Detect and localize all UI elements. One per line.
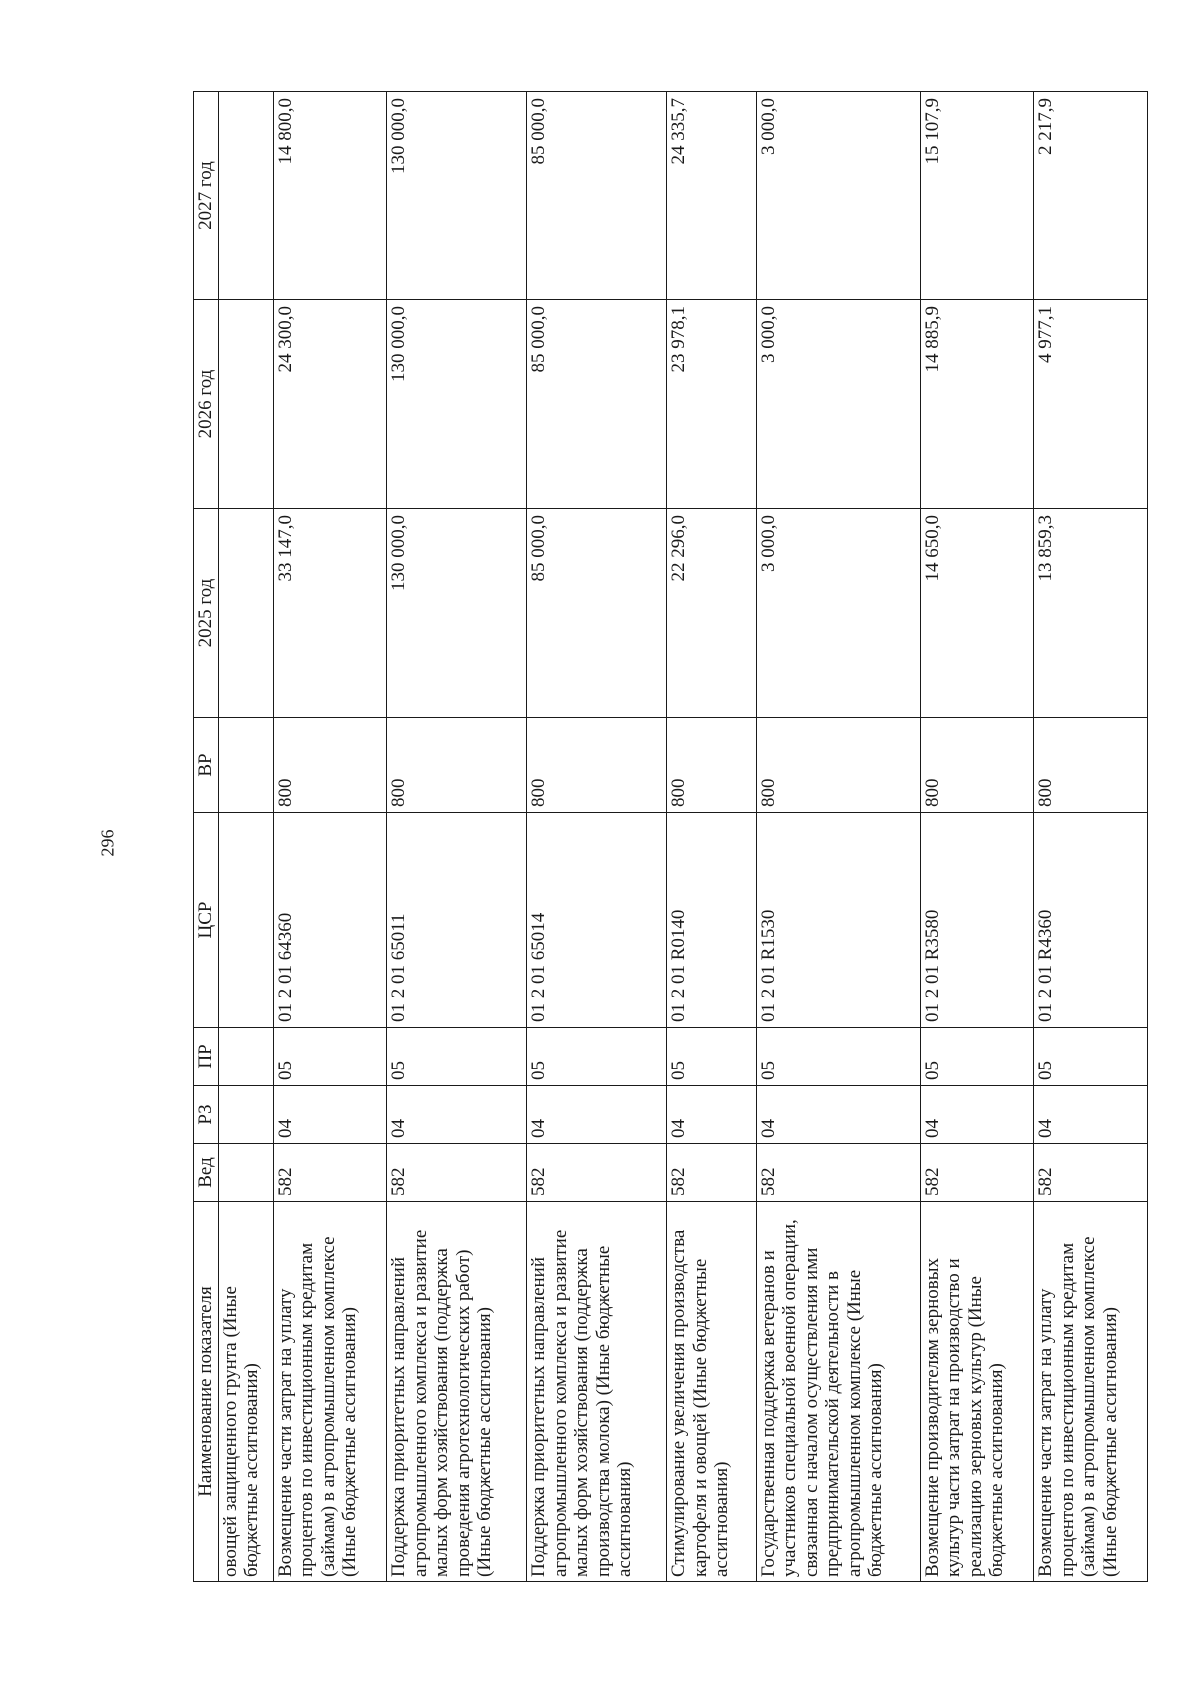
row-2027: 14 800,0	[273, 92, 387, 300]
row-2025: 33 147,0	[273, 509, 387, 718]
row-2026: 85 000,0	[527, 300, 667, 509]
row-name: овощей защищенного грунта (Иные бюджетные ассигнования)	[219, 1202, 274, 1582]
row-ved: 582	[667, 1144, 757, 1202]
row-ved: 582	[273, 1144, 387, 1202]
table-row	[667, 92, 757, 1582]
row-rz: 04	[1034, 1086, 1148, 1144]
row-2027: 3 000,0	[756, 92, 920, 300]
header-pr: ПР	[194, 1028, 219, 1086]
header-ved: Вед	[194, 1144, 219, 1202]
row-vr	[219, 718, 274, 813]
row-2026: 23 978,1	[667, 300, 757, 509]
row-2025	[219, 509, 274, 718]
row-rz: 04	[667, 1086, 757, 1144]
header-2026: 2026 год	[194, 300, 219, 509]
table-row	[387, 92, 527, 1582]
page-number: 296	[97, 829, 118, 857]
row-2027: 15 107,9	[920, 92, 1034, 300]
row-csr: 01 2 01 R3580	[920, 813, 1034, 1028]
row-csr: 01 2 01 64360	[273, 813, 387, 1028]
row-name: Поддержка приоритетных направлений агропромышленного комплекса и развитие малых форм хозяйствования (поддержка проведения агротехнологических работ) (Иные бюджетные ассигнования)	[387, 1202, 527, 1582]
table-row	[1034, 92, 1148, 1582]
row-csr: 01 2 01 65014	[527, 813, 667, 1028]
row-pr: 05	[667, 1028, 757, 1086]
table-row	[273, 92, 387, 1582]
row-vr: 800	[756, 718, 920, 813]
row-ved	[219, 1144, 274, 1202]
row-rz: 04	[273, 1086, 387, 1144]
budget-table-container	[193, 92, 1148, 1582]
row-vr: 800	[527, 718, 667, 813]
row-csr: 01 2 01 R1530	[756, 813, 920, 1028]
row-pr: 05	[387, 1028, 527, 1086]
row-2027: 85 000,0	[527, 92, 667, 300]
row-name: Стимулирование увеличения производства картофеля и овощей (Иные бюджетные ассигнования)	[667, 1202, 757, 1582]
row-rz	[219, 1086, 274, 1144]
row-vr: 800	[920, 718, 1034, 813]
row-rz: 04	[920, 1086, 1034, 1144]
row-pr: 05	[1034, 1028, 1148, 1086]
row-2027: 130 000,0	[387, 92, 527, 300]
row-name: Возмещение производителям зерновых культур части затрат на производство и реализацию зерновых культур (Иные бюджетные ассигнования)	[920, 1202, 1034, 1582]
row-2026: 4 977,1	[1034, 300, 1148, 509]
row-name: Возмещение части затрат на уплату процентов по инвестиционным кредитам (займам) в агропромышленном комплексе (Иные бюджетные ассигнования)	[1034, 1202, 1148, 1582]
row-vr: 800	[667, 718, 757, 813]
row-rz: 04	[756, 1086, 920, 1144]
row-2025: 22 296,0	[667, 509, 757, 718]
row-ved: 582	[1034, 1144, 1148, 1202]
row-vr: 800	[387, 718, 527, 813]
row-2025: 85 000,0	[527, 509, 667, 718]
table-row	[527, 92, 667, 1582]
table-row	[756, 92, 920, 1582]
row-csr: 01 2 01 R0140	[667, 813, 757, 1028]
row-2026	[219, 300, 274, 509]
row-ved: 582	[756, 1144, 920, 1202]
row-pr: 05	[273, 1028, 387, 1086]
row-ved: 582	[527, 1144, 667, 1202]
header-rz: РЗ	[194, 1086, 219, 1144]
header-csr: ЦСР	[194, 813, 219, 1028]
row-pr: 05	[527, 1028, 667, 1086]
row-2025: 13 859,3	[1034, 509, 1148, 718]
row-pr: 05	[756, 1028, 920, 1086]
budget-table	[193, 91, 1148, 1582]
row-csr	[219, 813, 274, 1028]
row-name: Возмещение части затрат на уплату процентов по инвестиционным кредитам (займам) в агропромышленном комплексе (Иные бюджетные ассигнования)	[273, 1202, 387, 1582]
header-name: Наименование показателя	[194, 1202, 219, 1582]
row-2026: 14 885,9	[920, 300, 1034, 509]
row-csr: 01 2 01 65011	[387, 813, 527, 1028]
header-vr: ВР	[194, 718, 219, 813]
row-2025: 3 000,0	[756, 509, 920, 718]
row-2027: 24 335,7	[667, 92, 757, 300]
row-2026: 24 300,0	[273, 300, 387, 509]
row-2026: 130 000,0	[387, 300, 527, 509]
row-2025: 130 000,0	[387, 509, 527, 718]
row-csr: 01 2 01 R4360	[1034, 813, 1148, 1028]
row-2026: 3 000,0	[756, 300, 920, 509]
row-vr: 800	[1034, 718, 1148, 813]
row-rz: 04	[387, 1086, 527, 1144]
row-pr	[219, 1028, 274, 1086]
row-pr: 05	[920, 1028, 1034, 1086]
row-2025: 14 650,0	[920, 509, 1034, 718]
row-ved: 582	[387, 1144, 527, 1202]
row-rz: 04	[527, 1086, 667, 1144]
table-row	[920, 92, 1034, 1582]
row-ved: 582	[920, 1144, 1034, 1202]
row-name: Поддержка приоритетных направлений агропромышленного комплекса и развитие малых форм хозяйствования (поддержка производства молока) (Иные бюджетные ассигнования)	[527, 1202, 667, 1582]
header-2025: 2025 год	[194, 509, 219, 718]
row-2027: 2 217,9	[1034, 92, 1148, 300]
table-row	[219, 92, 274, 1582]
table-header-row	[194, 92, 219, 1582]
row-vr: 800	[273, 718, 387, 813]
header-2027: 2027 год	[194, 92, 219, 300]
row-name: Государственная поддержка ветеранов и участников специальной военной операции, связанная с началом осуществления ими предпринимательской деятельности в агропромышленном комплексе (Иные бюджетные ассигнования)	[756, 1202, 920, 1582]
row-2027	[219, 92, 274, 300]
